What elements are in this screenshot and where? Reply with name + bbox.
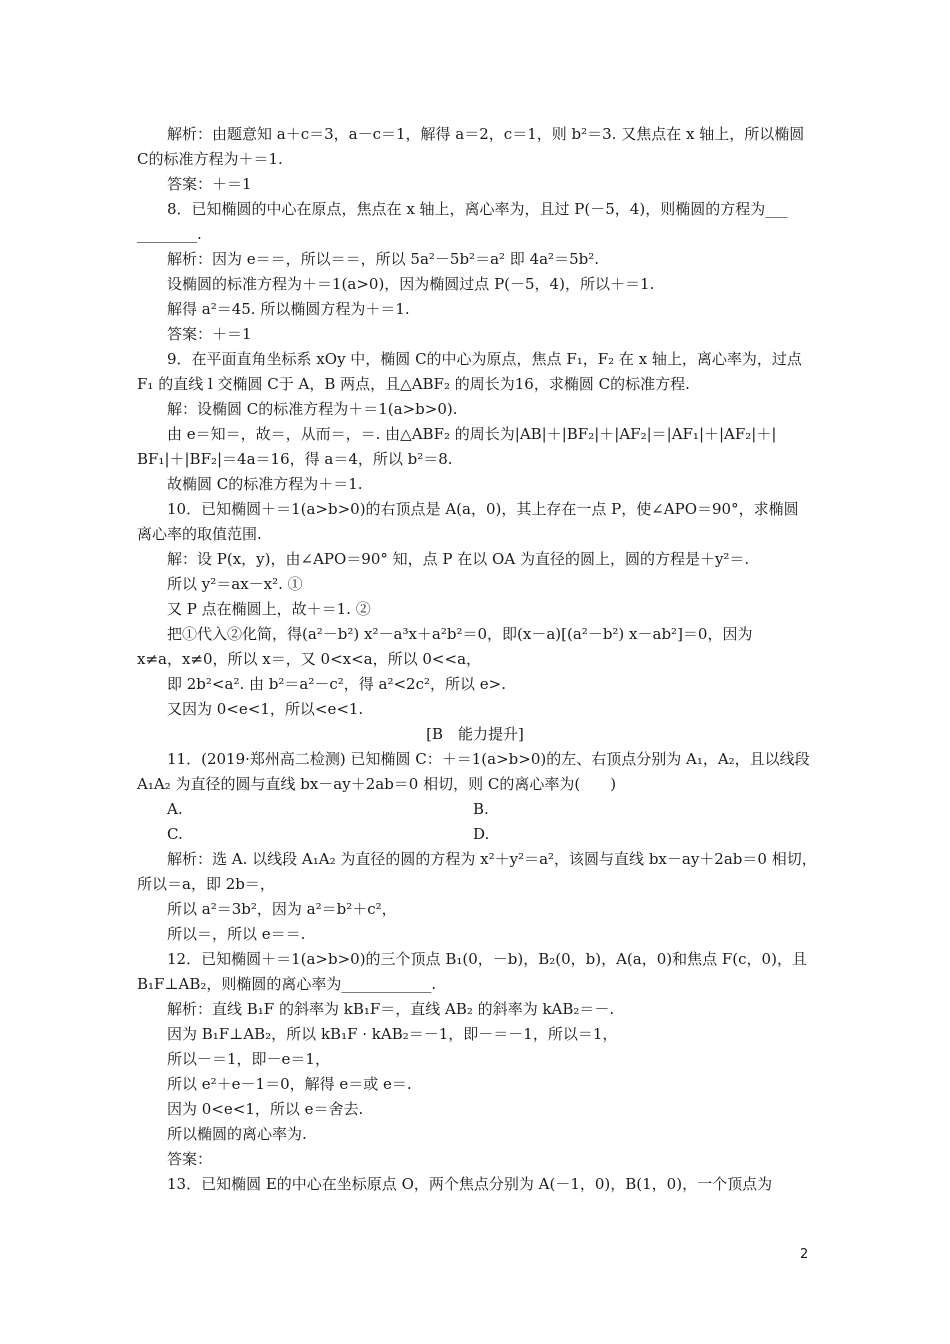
text-line: 11．(2019·郑州高二检测) 已知椭圆 C：＋＝1(a>b>0)的左、右顶点分别为 A₁，A₂，且以线段 (167, 750, 810, 768)
text-line: 所以－＝1，即－e＝1， (167, 1050, 330, 1068)
text-line: 故椭圆 C的标准方程为＋＝1. (167, 475, 363, 493)
text-line: 所以 e²＋e－1＝0，解得 e＝或 e＝. (167, 1075, 412, 1093)
text-line: 解析：因为 e＝＝，所以＝＝，所以 5a²－5b²＝a² 即 4a²＝5b². (167, 250, 599, 268)
text-line: 答案：＋＝1 (167, 325, 252, 343)
text-line: 解：设 P(x，y)，由∠APO＝90° 知，点 P 在以 OA 为直径的圆上，圆的方程是＋y²＝. (167, 550, 750, 568)
text-line: 离心率的取值范围. (137, 525, 262, 543)
text-line: 解得 a²＝45. 所以椭圆方程为＋＝1. (167, 300, 410, 318)
option-b: B. (473, 800, 489, 818)
text-line: 所以＝a，即 2b＝， (137, 875, 275, 893)
text-line: 又 P 点在椭圆上，故＋＝1. ② (167, 600, 371, 618)
text-line: 解：设椭圆 C的标准方程为＋＝1(a>b>0). (167, 400, 458, 418)
section-heading: [B 能力提升] (426, 725, 524, 743)
text-line: 设椭圆的标准方程为＋＝1(a>0)，因为椭圆过点 P(－5，4)，所以＋＝1. (167, 275, 655, 293)
text-line: 13．已知椭圆 E的中心在坐标原点 O，两个焦点分别为 A(－1，0)，B(1，0)，一个顶点为 (167, 1175, 773, 1193)
option-d: D. (473, 825, 490, 843)
text-line: 所以 y²＝ax－x². ① (167, 575, 303, 593)
text-line: 因为 0<e<1，所以 e＝舍去. (167, 1100, 364, 1118)
text-line: 解析：选 A. 以线段 A₁A₂ 为直径的圆的方程为 x²＋y²＝a²，该圆与直线 bx－ay＋2ab＝0 相切， (167, 850, 817, 868)
text-line: C的标准方程为＋＝1. (137, 150, 283, 168)
text-line: 解析：直线 B₁F 的斜率为 kB₁F＝，直线 AB₂ 的斜率为 kAB₂＝－. (167, 1000, 615, 1018)
text-line: 所以＝，所以 e＝＝. (167, 925, 306, 943)
text-line: 答案： (167, 1150, 213, 1168)
text-line: 答案：＋＝1 (167, 175, 252, 193)
text-line: 由 e＝知＝，故＝，从而＝，＝. 由△ABF₂ 的周长为|AB|＋|BF₂|＋|AF₂|＝|AF₁|＋|AF₂|＋| (167, 425, 777, 443)
text-line: 9．在平面直角坐标系 xOy 中，椭圆 C的中心为原点，焦点 F₁，F₂ 在 x 轴上，离心率为，过点 (167, 350, 802, 368)
text-line: 又因为 0<e<1，所以<e<1. (167, 700, 364, 718)
text-line: x≠a，x≠0，所以 x＝，又 0<x<a，所以 0<<a， (137, 650, 482, 668)
text-line: 把①代入②化简，得(a²－b²) x²－a³x＋a²b²＝0，即(x－a)[(a²－b²) x－ab²]＝0，因为 (167, 625, 753, 643)
text-line: 即 2b²<a². 由 b²＝a²－c²，得 a²<2c²，所以 e>. (167, 675, 506, 693)
text-line: 所以椭圆的离心率为. (167, 1125, 307, 1143)
text-line: 所以 a²＝3b²，因为 a²＝b²＋c²， (167, 900, 397, 918)
text-line: 12．已知椭圆＋＝1(a>b>0)的三个顶点 B₁(0，－b)，B₂(0，b)，A(a，0)和焦点 F(c，0)，且 (167, 950, 807, 968)
text-line: F₁ 的直线 l 交椭圆 C于 A，B 两点，且△ABF₂ 的周长为16，求椭圆 C的标准方程. (137, 375, 690, 393)
text-line: 10．已知椭圆＋＝1(a>b>0)的右顶点是 A(a，0)，其上存在一点 P，使∠APO＝90°，求椭圆 (167, 500, 799, 518)
text-line: B₁F⊥AB₂，则椭圆的离心率为____________. (137, 975, 437, 993)
page-number: 2 (800, 1247, 809, 1262)
text-line: ________. (137, 225, 202, 243)
option-a: A. (167, 800, 183, 818)
text-line: BF₁|＋|BF₂|＝4a＝16，得 a＝4，所以 b²＝8. (137, 450, 453, 468)
text-line: 解析：由题意知 a＋c＝3，a－c＝1，解得 a＝2，c＝1，则 b²＝3. 又焦点在 x 轴上，所以椭圆 (167, 125, 805, 143)
option-c: C. (167, 825, 183, 843)
text-line: A₁A₂ 为直径的圆与直线 bx－ay＋2ab＝0 相切，则 C的离心率为( ) (137, 775, 617, 793)
text-line: 8．已知椭圆的中心在原点，焦点在 x 轴上，离心率为，且过 P(－5，4)，则椭圆的方程为___ (167, 200, 788, 218)
text-line: 因为 B₁F⊥AB₂，所以 kB₁F · kAB₂＝－1，即－＝－1，所以＝1， (167, 1025, 618, 1043)
